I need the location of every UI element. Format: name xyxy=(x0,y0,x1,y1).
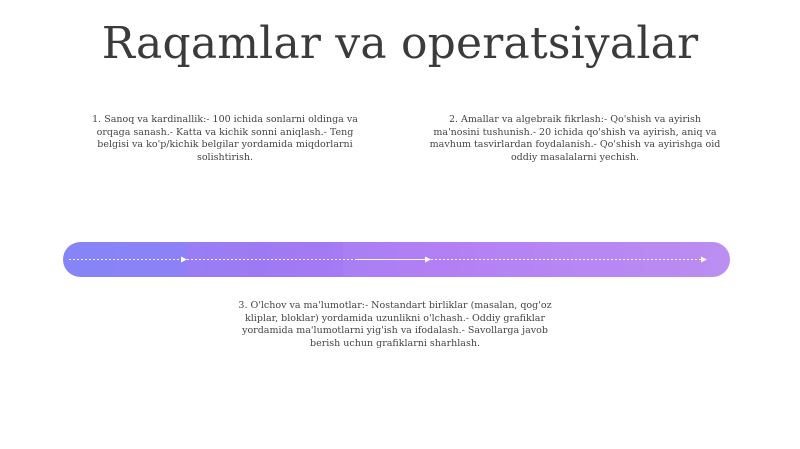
timeline-bar xyxy=(63,242,730,277)
arrow-head-3-icon xyxy=(701,257,707,263)
topic-item-2: 2. Amallar va algebraik fikrlash:- Qo'shish va ayirish ma'nosini tushunish.- 20 ichida qo'shish va ayirish, aniq va mavhum tasvirlardan foydalanish.- Qo'shish va ayirishga oid oddiy masalalarni yechish. xyxy=(429,114,721,163)
timeline-arrows xyxy=(63,242,730,277)
topic-item-1: 1. Sanoq va kardinallik:- 100 ichida sonlarni oldinga va orqaga sanash.- Katta va kichik sonni aniqlash.- Teng belgisi va ko'p/kichik belgilar yordamida miqdorlarni solishtirish. xyxy=(92,114,358,163)
topic-item-3: 3. O'lchov va ma'lumotlar:- Nostandart birliklar (masalan, qog'oz kliplar, bloklar) yordamida uzunlikni o'lchash.- Oddiy grafiklar yordamida ma'lumotlarni yig'ish va ifodalash.- Savollarga javob berish uchun grafiklarni sharhlash. xyxy=(238,300,552,349)
page-title: Raqamlar va operatsiyalar xyxy=(101,18,699,69)
arrow-head-1-icon xyxy=(181,257,187,263)
arrow-head-2-icon xyxy=(425,257,431,263)
